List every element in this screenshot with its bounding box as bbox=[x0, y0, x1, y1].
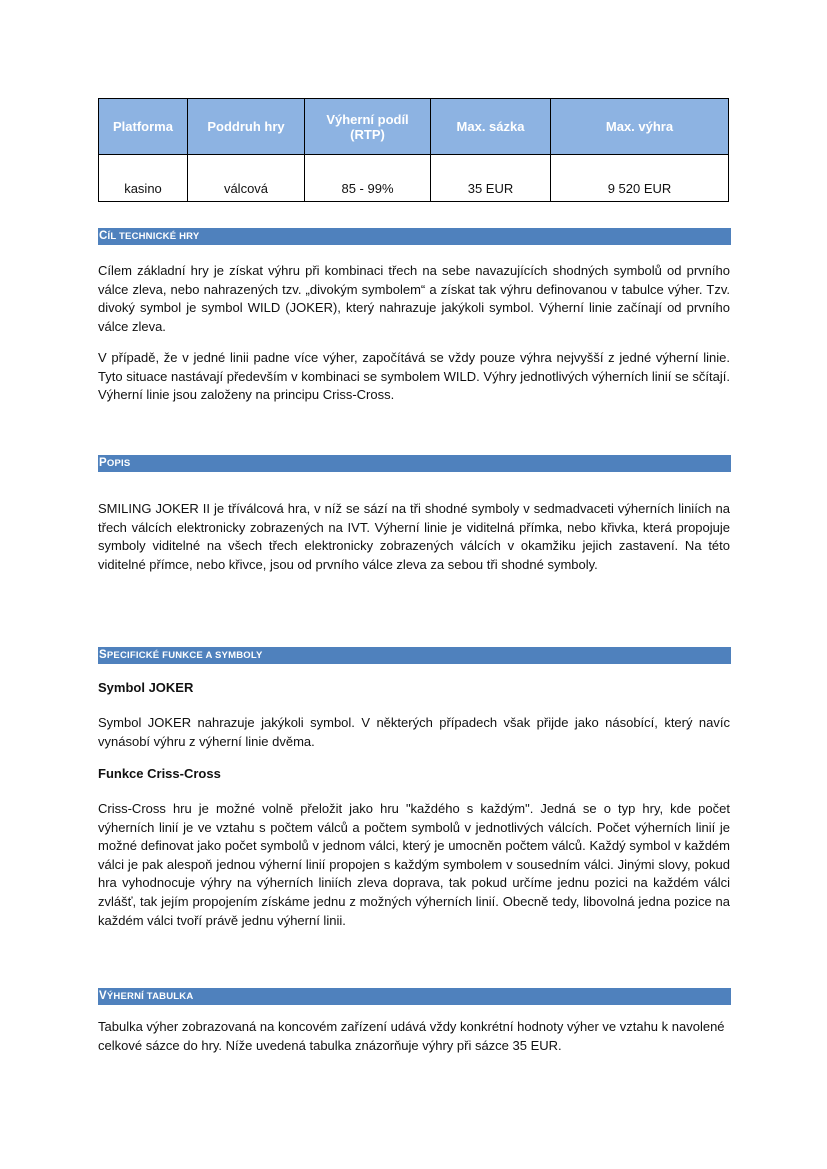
header-rtp-text: Výherní podíl (RTP) bbox=[326, 111, 409, 142]
cil-paragraph-1: Cílem základní hry je získat výhru při kombinaci třech na sebe navazujících shodných symbolů od prvního válce zleva, nebo nahrazených tzv. „divokým symbolem“ a získat tak výhru definovanou v tabulce výher. Tzv. divoký symbol je symbol WILD (JOKER), který nahrazuje jakýkoli symbol. Výherní linie začínají od prvního válce zleva. bbox=[98, 263, 730, 334]
header-max-vyhra: Max. výhra bbox=[551, 99, 729, 155]
subheading-criss-cross: Funkce Criss-Cross bbox=[98, 766, 221, 781]
tabulka-paragraph: Tabulka výher zobrazovaná na koncovém zařízení udává vždy konkrétní hodnoty výher ve vztahu k navolené celkové sázce do hry. Níže uvedená tabulka znázorňuje výhry při sázce 35 EUR. bbox=[98, 1019, 725, 1053]
criss-cross-paragraph: Criss-Cross hru je možné volně přeložit jako hru "každého s každým". Jedná se o typ hry, kde počet výherních linií je ve vztahu s počtem válců a počtem symbolů v jednotlivých válcích. Počet výherních linií je možné definovat jako počet symbolů v jednom válci, který je umocněn počtem válců. Každý symbol v každém válci je pak alespoň jednou výherní linií propojen s každým symbolem v sousedním válci. Jinými slovy, pokud hra vyhodnocuje výhry na výherních liniích zleva doprava, tak pokud určíme jednu pozici na každém válci zvlášť, tak jejím propojením získáme jednu z možných výherních linií. Obecně tedy, libovolná jedna pozice na každém válci tvoří právě jednu výherní linii. bbox=[98, 801, 730, 928]
section-heading-popis bbox=[98, 455, 731, 472]
section-heading-tabulka bbox=[98, 988, 731, 1005]
joker-paragraph: Symbol JOKER nahrazuje jakýkoli symbol. V některých případech však přijde jako násobící, který navíc vynásobí výhru z výherní linie dvěma. bbox=[98, 715, 730, 749]
cell-poddruh-hry: válcová bbox=[188, 155, 305, 202]
header-poddruh-hry: Poddruh hry bbox=[188, 99, 305, 155]
section-heading-cil-first: C bbox=[99, 230, 108, 242]
section-heading-tabulka-rest: ÝHERNÍ TABULKA bbox=[106, 991, 194, 1002]
popis-paragraph: SMILING JOKER II je tříválcová hra, v níž se sází na tři shodné symboly v sedmadvaceti výherních liniích na třech válcích elektronicky zobrazených na IVT. Výherní linie je viditelná přímka, nebo křivka, která propojuje symboly viditelné na všech třech elektronicky zobrazených válcích v okamžiku jejich zastavení. Na této viditelné přímce, nebo křivce, jsou od prvního válce zleva za sebou tři shodné symboly. bbox=[98, 501, 730, 572]
cell-rtp: 85 - 99% bbox=[305, 155, 431, 202]
header-max-sazka: Max. sázka bbox=[431, 99, 551, 155]
table-header-row bbox=[99, 99, 729, 155]
subheading-symbol-joker: Symbol JOKER bbox=[98, 680, 194, 695]
document-page bbox=[98, 98, 730, 1053]
cell-platforma: kasino bbox=[99, 155, 188, 202]
cell-max-sazka: 35 EUR bbox=[431, 155, 551, 202]
cell-max-vyhra: 9 520 EUR bbox=[551, 155, 729, 202]
table-row bbox=[99, 155, 729, 202]
header-platforma: Platforma bbox=[99, 99, 188, 155]
section-heading-specificke-first: S bbox=[99, 649, 107, 661]
section-heading-popis-first: P bbox=[99, 457, 107, 469]
header-rtp bbox=[305, 99, 431, 155]
cil-paragraph-2: V případě, že v jedné linii padne více výher, započítává se vždy pouze výhra nejvyšší z jedné výherní linie. Tyto situace nastávají především v kombinaci se symbolem WILD. Výhry jednotlivých výherních linií se sčítají. Výherní linie jsou založeny na principu Criss-Cross. bbox=[98, 350, 730, 403]
section-heading-specificke bbox=[98, 647, 731, 664]
section-heading-specificke-rest: PECIFICKÉ FUNKCE A SYMBOLY bbox=[106, 650, 263, 661]
section-heading-popis-rest: OPIS bbox=[106, 458, 131, 469]
section-heading-tabulka-first: V bbox=[99, 990, 107, 1002]
game-info-table bbox=[98, 98, 729, 202]
section-heading-cil bbox=[98, 228, 731, 245]
section-heading-cil-rest: ÍL TECHNICKÉ HRY bbox=[107, 231, 200, 242]
